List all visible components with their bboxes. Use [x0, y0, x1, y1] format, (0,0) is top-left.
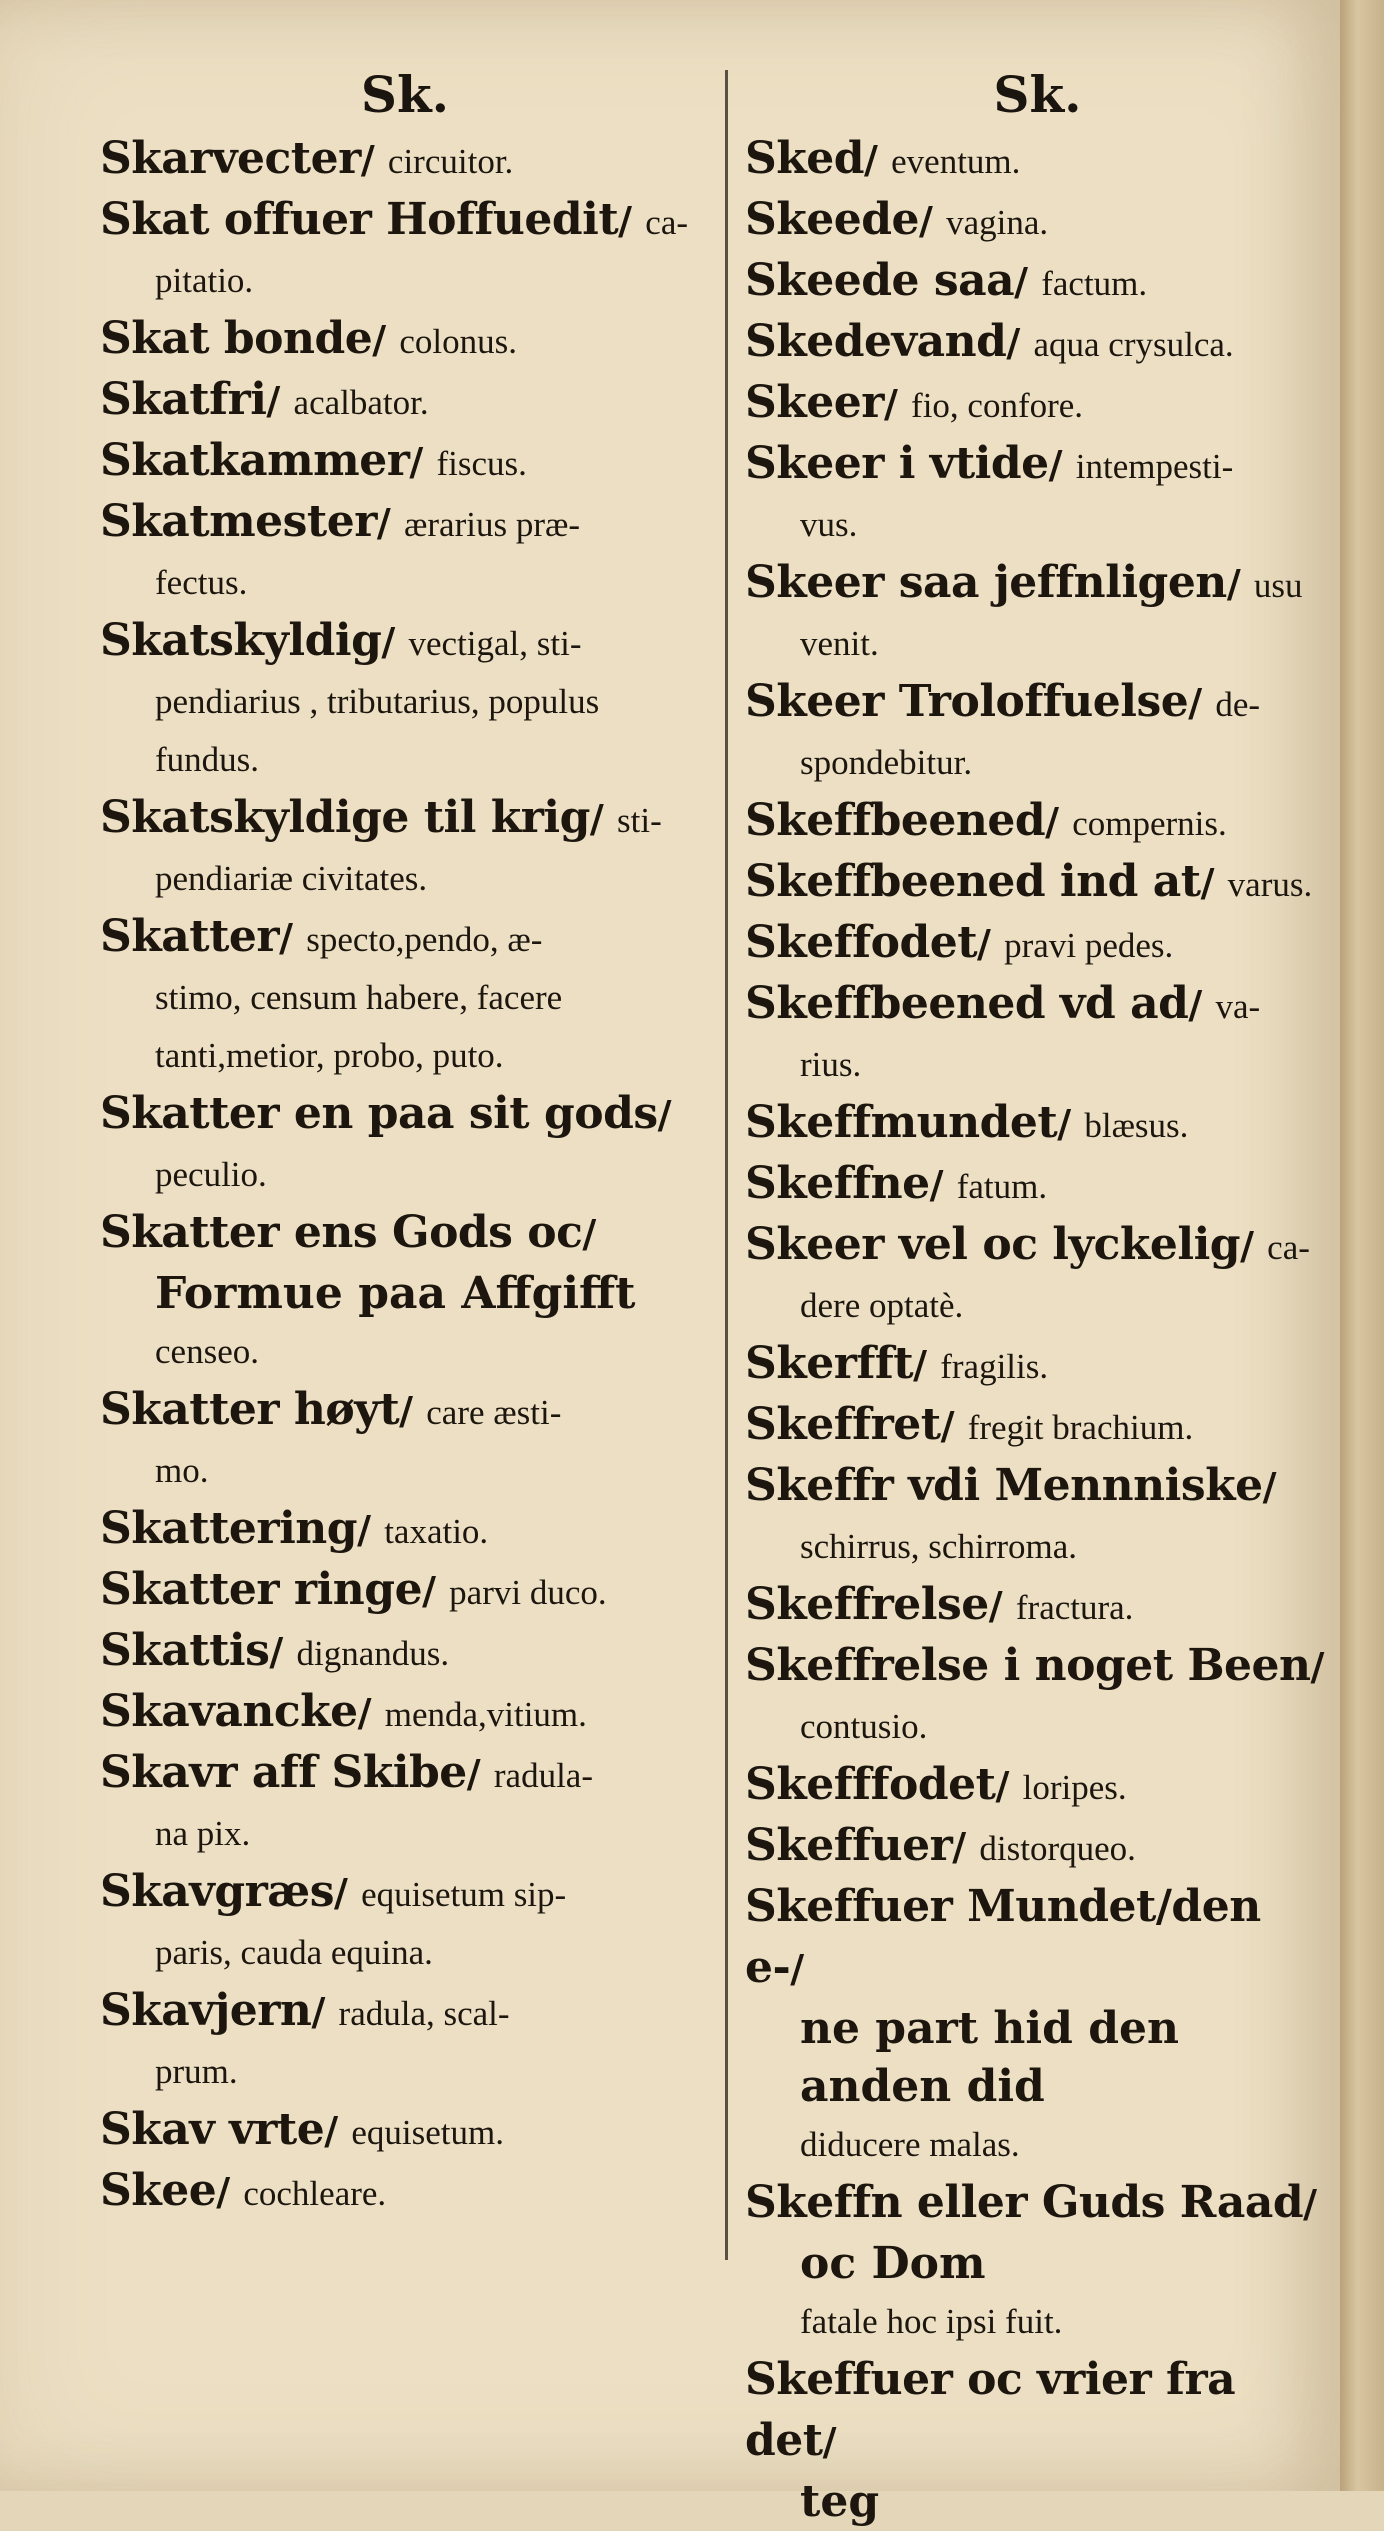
entry-gloss-continuation: pitatio.: [155, 261, 254, 300]
entry-gloss: ca-: [1267, 1228, 1310, 1267]
dictionary-entry: [745, 1878, 1330, 2174]
entry-headword: Skeffbeened ind at: [745, 856, 1201, 907]
right-entry-list: [745, 130, 1330, 2531]
dictionary-entry: [100, 908, 710, 1085]
entry-headword-continuation: teg: [800, 2476, 880, 2527]
entry-gloss-continuation: pendiarius , tributarius, populus fundus.: [155, 682, 600, 779]
dictionary-entry: [745, 130, 1330, 191]
dictionary-entry: [745, 1576, 1330, 1637]
dictionary-entry: [745, 975, 1330, 1094]
entry-gloss-continuation: rius.: [800, 1045, 862, 1084]
dictionary-entry: [745, 914, 1330, 975]
entry-headword: Sked: [745, 133, 865, 184]
entry-separator: /: [790, 1946, 805, 1991]
entry-separator: /: [466, 1751, 494, 1796]
entry-headword: Skatfri: [100, 374, 267, 425]
entry-separator: /: [1310, 1644, 1325, 1689]
entry-separator: /: [324, 2108, 352, 2153]
entry-separator: /: [618, 198, 646, 243]
entry-gloss-continuation: schirrus, schirroma.: [800, 1527, 1078, 1566]
dictionary-entry: [745, 1094, 1330, 1155]
dictionary-entry: [745, 1637, 1330, 1756]
dictionary-entry: [745, 252, 1330, 313]
entry-gloss: fragilis.: [940, 1347, 1049, 1386]
entry-gloss: vectigal, sti-: [408, 624, 582, 663]
dictionary-entry: [745, 1216, 1330, 1335]
entry-gloss: compernis.: [1072, 804, 1227, 843]
entry-headword: Skatkammer: [100, 435, 410, 486]
entry-headword: Skavjern: [100, 1985, 312, 2036]
entry-gloss: taxatio.: [384, 1512, 489, 1551]
left-column: [100, 60, 710, 2223]
entry-gloss-continuation: mo.: [155, 1451, 209, 1490]
entry-gloss: equisetum sip-: [361, 1875, 567, 1914]
entry-separator: /: [422, 1568, 450, 1613]
dictionary-entry: [100, 789, 710, 908]
dictionary-entry: [100, 1561, 710, 1622]
entry-gloss: acalbator.: [293, 383, 429, 422]
entry-gloss: cochleare.: [243, 2174, 387, 2213]
entry-headword: Skeffodet: [745, 917, 978, 968]
entry-gloss: va-: [1215, 987, 1261, 1026]
entry-separator: /: [1057, 1101, 1085, 1146]
entry-separator: /: [399, 1388, 427, 1433]
entry-separator: /: [913, 1342, 941, 1387]
entry-separator: /: [822, 2419, 837, 2464]
entry-headword: Skatter en paa sit gods: [100, 1088, 658, 1139]
dictionary-entry: [745, 792, 1330, 853]
entry-headword: Skeffmundet: [745, 1097, 1058, 1148]
entry-headword: Skeffrelse: [745, 1579, 989, 1630]
entry-separator: /: [977, 921, 1005, 966]
entry-headword: Skeffr vdi Mennniske: [745, 1460, 1263, 1511]
entry-gloss: loripes.: [1022, 1768, 1127, 1807]
entry-gloss: eventum.: [891, 142, 1021, 181]
entry-gloss: circuitor.: [387, 142, 514, 181]
entry-headword: Skatter: [100, 911, 280, 962]
entry-separator: /: [1240, 1223, 1268, 1268]
dictionary-entry: [745, 1155, 1330, 1216]
entry-headword: Skarvecter: [100, 133, 361, 184]
entry-gloss: specto,pendo, æ-: [306, 920, 543, 959]
entry-separator: /: [589, 796, 618, 841]
dictionary-entry: [745, 673, 1330, 792]
entry-gloss: ca-: [645, 203, 689, 242]
entry-separator: /: [1226, 561, 1254, 606]
entry-headword: Skat bonde: [100, 313, 373, 364]
entry-separator: /: [266, 378, 294, 423]
dictionary-entry: [100, 1381, 710, 1500]
entry-separator: /: [381, 619, 409, 664]
entry-gloss-continuation: na pix.: [155, 1814, 251, 1853]
entry-gloss-continuation: contusio.: [800, 1707, 928, 1746]
entry-separator: /: [883, 381, 912, 426]
entry-headword: Skat offuer Hoffuedit: [100, 194, 619, 245]
entry-headword: Skeer: [745, 377, 884, 428]
dictionary-entry: [745, 374, 1330, 435]
entry-separator: /: [357, 1507, 385, 1552]
dictionary-entry: [745, 1457, 1330, 1576]
left-column-header: Sk.: [360, 65, 450, 124]
entry-headword: Skeer Troloffuelse: [745, 676, 1189, 727]
entry-gloss: dignandus.: [296, 1634, 450, 1673]
entry-headword: Skeffne: [745, 1158, 930, 1209]
entry-gloss: fiscus.: [436, 444, 527, 483]
dictionary-entry: [100, 191, 710, 310]
dictionary-entry: [100, 1500, 710, 1561]
entry-headword: Skeffrelse i noget Been: [745, 1640, 1311, 1691]
entry-headword: Skeffuer: [745, 1820, 953, 1871]
entry-gloss: colonus.: [399, 322, 518, 361]
entry-separator: /: [1048, 442, 1076, 487]
entry-gloss-continuation: diducere malas.: [800, 2125, 1020, 2164]
dictionary-entry: [100, 493, 710, 612]
entry-gloss-continuation: dere optatè.: [800, 1286, 964, 1325]
entry-gloss: fatum.: [956, 1167, 1048, 1206]
entry-gloss-continuation: pendiariæ civitates.: [155, 859, 428, 898]
entry-headword: Skeffbeened: [745, 795, 1046, 846]
dictionary-entry: [745, 191, 1330, 252]
entry-headword: Skatmester: [100, 496, 377, 547]
entry-separator: /: [988, 1583, 1016, 1628]
entry-gloss: de-: [1215, 685, 1261, 724]
entry-gloss: radula, scal-: [338, 1994, 510, 2033]
dictionary-entry: [100, 1683, 710, 1744]
entry-headword: Skatskyldig: [100, 615, 382, 666]
entry-separator: /: [919, 198, 947, 243]
entry-separator: /: [269, 1629, 297, 1674]
entry-gloss: blæsus.: [1084, 1106, 1189, 1145]
entry-gloss: sti-: [617, 801, 662, 840]
entry-headword: Skeede saa: [745, 255, 1015, 306]
entry-separator: /: [372, 317, 400, 362]
entry-headword: Skattering: [100, 1503, 358, 1554]
entry-separator: /: [582, 1211, 597, 1256]
dictionary-entry: [100, 1744, 710, 1863]
entry-gloss: fregit brachium.: [967, 1408, 1194, 1447]
dictionary-entry: [100, 130, 710, 191]
entry-gloss: fio, confore.: [911, 386, 1084, 425]
entry-separator: /: [1014, 259, 1042, 304]
entry-separator: /: [311, 1989, 339, 2034]
left-entry-list: [100, 130, 710, 2223]
entry-separator: /: [216, 2169, 244, 2214]
entry-gloss-continuation: censeo.: [155, 1332, 259, 1371]
dictionary-entry: [745, 1335, 1330, 1396]
dictionary-entry: [100, 2162, 710, 2223]
dictionary-entry: [745, 435, 1330, 554]
entry-headword: Skatter høyt: [100, 1384, 400, 1435]
page-edge: [1340, 0, 1384, 2491]
entry-gloss-continuation: prum.: [155, 2052, 238, 2091]
dictionary-entry: [745, 1396, 1330, 1457]
entry-headword: Skeffuer oc vrier fra det: [745, 2354, 1236, 2466]
dictionary-entry: [745, 2174, 1330, 2351]
entry-headword: Skatskyldige til krig: [100, 792, 590, 843]
entry-headword: Skerfft: [745, 1338, 914, 1389]
entry-gloss: equisetum.: [351, 2113, 504, 2152]
entry-separator: /: [1045, 799, 1073, 844]
entry-gloss: parvi duco.: [449, 1573, 607, 1612]
entry-gloss-continuation: fatale hoc ipsi fuit.: [800, 2302, 1063, 2341]
entry-separator: /: [279, 915, 307, 960]
entry-gloss: fractura.: [1015, 1588, 1134, 1627]
entry-headword: Skee: [100, 2165, 217, 2216]
dictionary-entry: [745, 1756, 1330, 1817]
dictionary-entry: [745, 853, 1330, 914]
entry-gloss: ærarius præ-: [404, 505, 580, 544]
entry-gloss: pravi pedes.: [1004, 926, 1174, 965]
entry-headword: Skavr aff Skibe: [100, 1747, 467, 1798]
dictionary-entry: [100, 310, 710, 371]
dictionary-entry: [100, 1982, 710, 2101]
dictionary-entry: [745, 554, 1330, 673]
entry-headword: Skatter ringe: [100, 1564, 423, 1615]
entry-separator: /: [1303, 2181, 1318, 2226]
entry-headword: Skeffn eller Guds Raad: [745, 2177, 1304, 2228]
entry-separator: /: [1006, 320, 1034, 365]
entry-gloss-continuation: peculio.: [155, 1155, 267, 1194]
entry-separator: /: [657, 1092, 672, 1137]
entry-headword: Skeffret: [745, 1399, 941, 1450]
dictionary-entry: [745, 1817, 1330, 1878]
entry-separator: /: [995, 1763, 1023, 1808]
entry-gloss-continuation: paris, cauda equina.: [155, 1933, 433, 1972]
entry-gloss-continuation: fectus.: [155, 563, 248, 602]
dictionary-entry: [100, 1085, 710, 1204]
entry-headword: Skattis: [100, 1625, 270, 1676]
dictionary-entry: [100, 371, 710, 432]
entry-headword-continuation: Formue paa Affgifft: [155, 1268, 636, 1319]
entry-separator: /: [357, 1690, 385, 1735]
entry-headword: Skedevand: [745, 316, 1007, 367]
entry-separator: /: [940, 1403, 968, 1448]
entry-gloss-continuation: venit.: [800, 624, 879, 663]
entry-headword: Skavgræs: [100, 1866, 334, 1917]
entry-separator: /: [409, 439, 437, 484]
entry-headword: Skav vrte: [100, 2104, 325, 2155]
entry-separator: /: [360, 137, 388, 182]
entry-headword: Skeffuer Mundet/den e-: [745, 1881, 1261, 1993]
entry-gloss: vagina.: [946, 203, 1049, 242]
entry-gloss: care æsti-: [426, 1393, 562, 1432]
dictionary-entry: [100, 1204, 710, 1381]
dictionary-entry: [100, 432, 710, 493]
entry-gloss: aqua crysulca.: [1033, 325, 1234, 364]
entry-gloss: menda,vitium.: [384, 1695, 587, 1734]
dictionary-entry: [100, 612, 710, 789]
entry-headword: Skeer i vtide: [745, 438, 1049, 489]
column-divider: [725, 70, 728, 2260]
entry-separator: /: [929, 1162, 957, 1207]
entry-gloss-continuation: spondebitur.: [800, 743, 973, 782]
entry-gloss-continuation: stimo, censum habere, facere tanti,metior, probo, puto.: [155, 978, 563, 1075]
dictionary-entry: [100, 1863, 710, 1982]
dictionary-entry: [745, 2351, 1330, 2531]
entry-separator: /: [952, 1824, 980, 1869]
entry-separator: /: [1188, 982, 1216, 1027]
entry-headword-continuation: ne part hid den anden did: [800, 2003, 1179, 2112]
entry-headword: Skatter ens Gods oc: [100, 1207, 583, 1258]
entry-gloss-continuation: vus.: [800, 505, 858, 544]
entry-headword: Skeffbeened vd ad: [745, 978, 1189, 1029]
entry-headword-continuation: oc Dom: [800, 2238, 986, 2289]
entry-headword: Skeede: [745, 194, 920, 245]
dictionary-entry: [745, 313, 1330, 374]
entry-gloss: intempesti-: [1075, 447, 1234, 486]
entry-gloss: radula-: [493, 1756, 593, 1795]
entry-headword: Skeer vel oc lyckelig: [745, 1219, 1241, 1270]
entry-separator: /: [333, 1870, 362, 1915]
entry-separator: /: [1188, 680, 1216, 725]
entry-gloss: varus.: [1227, 865, 1313, 904]
dictionary-entry: [100, 1622, 710, 1683]
entry-separator: /: [1262, 1464, 1277, 1509]
entry-headword: Skavancke: [100, 1686, 358, 1737]
entry-gloss: distorqueo.: [979, 1829, 1136, 1868]
entry-headword: Skefffodet: [745, 1759, 996, 1810]
dictionary-entry: [100, 2101, 710, 2162]
entry-separator: /: [376, 500, 405, 545]
entry-separator: /: [1200, 860, 1228, 905]
entry-separator: /: [864, 137, 892, 182]
entry-gloss: factum.: [1041, 264, 1148, 303]
right-column-header: Sk.: [993, 65, 1082, 124]
entry-headword: Skeer saa jeffnligen: [745, 557, 1227, 608]
right-column: [745, 60, 1330, 2531]
entry-gloss: usu: [1253, 566, 1303, 605]
